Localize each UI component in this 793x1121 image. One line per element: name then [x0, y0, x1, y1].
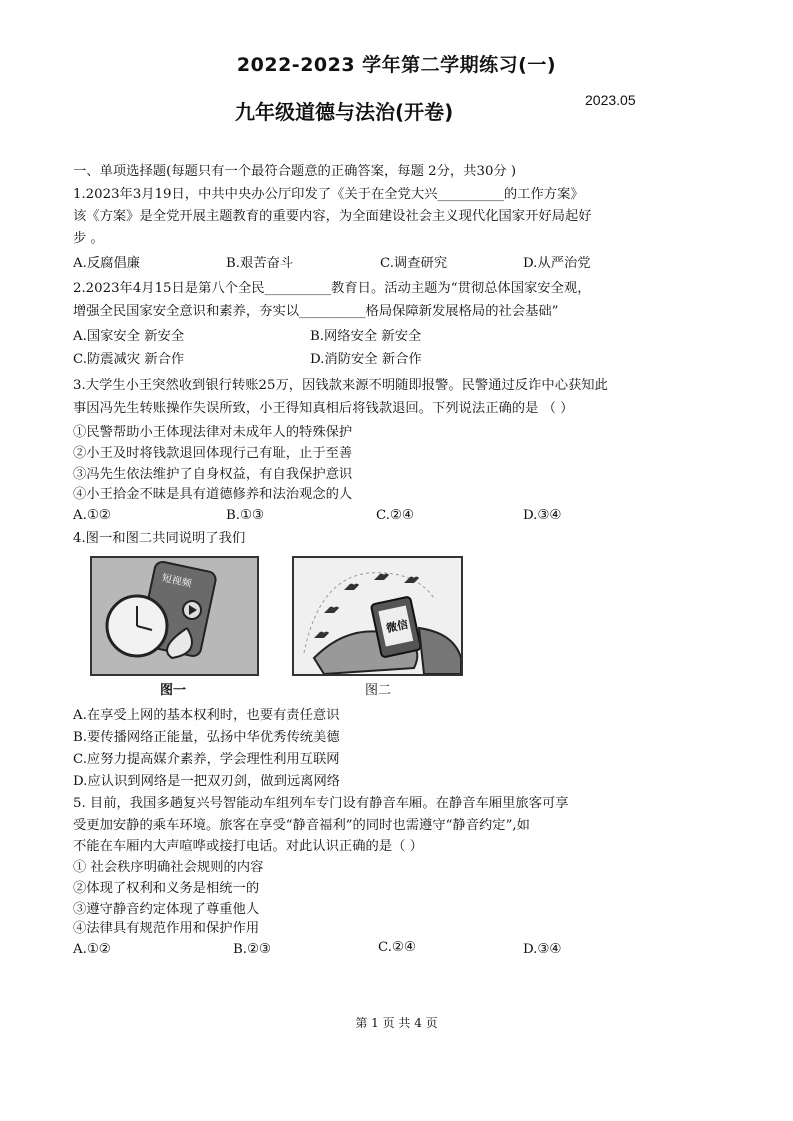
- q1-line3: 步 。: [73, 231, 104, 246]
- q5-statement-1: ① 社会秩序明确社会规则的内容: [73, 860, 264, 875]
- figure-one: [90, 556, 259, 676]
- q3-line1: 3.大学生小王突然收到银行转账25万，因钱款来源不明随即报警。民警通过反诈中心获知此: [73, 378, 608, 393]
- q1-option-a: A.反腐倡廉: [73, 256, 141, 271]
- q3-line2: 事因冯先生转账操作失误所致，小王得知真相后将钱款退回。下列说法正确的是 （ ）: [73, 401, 574, 416]
- q3-statement-1: ①民警帮助小王体现法律对未成年人的特殊保护: [73, 425, 353, 440]
- q4-option-c: C.应努力提高媒介素养，学会理性利用互联网: [73, 752, 340, 767]
- q3-statement-3: ③冯先生依法维护了自身权益，有自我保护意识: [73, 467, 353, 482]
- page-title: 2022-2023 学年第二学期练习(一): [236, 54, 557, 76]
- q1-option-b: B.艰苦奋斗: [226, 256, 294, 271]
- q5-option-c: C.②④: [378, 940, 416, 955]
- q3-option-b: B.①③: [226, 508, 264, 523]
- section-heading: 一、单项选择题(每题只有一个最符合题意的正确答案，每题 2分，共30分 ): [73, 164, 517, 179]
- q5-line1: 5. 目前，我国多趟复兴号智能动车组列车专门设有静音车厢。在静音车厢里旅客可享: [73, 796, 569, 811]
- q5-line3: 不能在车厢内大声喧哗或接打电话。对此认识正确的是（ ）: [73, 839, 423, 854]
- q4-line1: 4.图一和图二共同说明了我们: [73, 531, 246, 546]
- q5-statement-3: ③遵守静音约定体现了尊重他人: [73, 902, 260, 917]
- q4-option-a: A.在享受上网的基本权利时，也要有责任意识: [73, 708, 340, 723]
- q3-option-c: C.②④: [376, 508, 414, 523]
- q5-option-b: B.②③: [233, 942, 271, 957]
- figure-two-label: 微信: [384, 617, 410, 636]
- q1-option-c: C.调查研究: [380, 256, 448, 271]
- q1-option-d: D.从严治党: [523, 256, 591, 271]
- page-subtitle: 九年级道德与法治(开卷): [235, 100, 454, 124]
- q3-statement-2: ②小王及时将钱款退回体现行己有耻，止于至善: [73, 446, 353, 461]
- page-footer: 第 1 页 共 4 页: [355, 1016, 438, 1030]
- q3-option-d: D.③④: [523, 508, 562, 523]
- q5-statement-2: ②体现了权利和义务是相统一的: [73, 881, 260, 896]
- q2-option-a: A.国家安全 新安全: [73, 329, 185, 344]
- q2-line2: 增强全民国家安全意识和素养，夯实以__________格局保障新发展格局的社会基础”: [73, 304, 559, 319]
- q2-line1: 2.2023年4月15日是第八个全民__________教育日。活动主题为“贯彻总体国家安全观，: [73, 281, 591, 296]
- hand-phone-hearts-icon: [294, 558, 461, 674]
- figure-one-label: 短视频: [160, 572, 193, 590]
- exam-date: 2023.05: [585, 92, 636, 108]
- figure-one-caption: 图一: [160, 683, 187, 698]
- figure-two: [292, 556, 463, 676]
- q3-statement-4: ④小王拾金不昧是具有道德修养和法治观念的人: [73, 487, 353, 502]
- q2-option-d: D.消防安全 新合作: [310, 352, 422, 367]
- q2-option-b: B.网络安全 新安全: [310, 329, 422, 344]
- q5-option-a: A.①②: [73, 942, 111, 957]
- figure-two-caption: 图二: [365, 683, 392, 698]
- q4-option-d: D.应认识到网络是一把双刃剑，做到远离网络: [73, 774, 341, 789]
- q3-option-a: A.①②: [73, 508, 111, 523]
- q4-option-b: B.要传播网络正能量，弘扬中华优秀传统美德: [73, 730, 340, 745]
- q1-line2: 该《方案》是全党开展主题教育的重要内容，为全面建设社会主义现代化国家开好局起好: [73, 209, 592, 224]
- q1-line1: 1.2023年3月19日，中共中央办公厅印发了《关于在全党大兴__________的工作方案》: [73, 187, 584, 202]
- q5-statement-4: ④法律具有规范作用和保护作用: [73, 921, 260, 936]
- q5-line2: 受更加安静的乘车环境。旅客在享受“静音福利”的同时也需遵守“静音约定”,如: [73, 818, 530, 833]
- q5-option-d: D.③④: [523, 942, 562, 957]
- q2-option-c: C.防震减灾 新合作: [73, 352, 185, 367]
